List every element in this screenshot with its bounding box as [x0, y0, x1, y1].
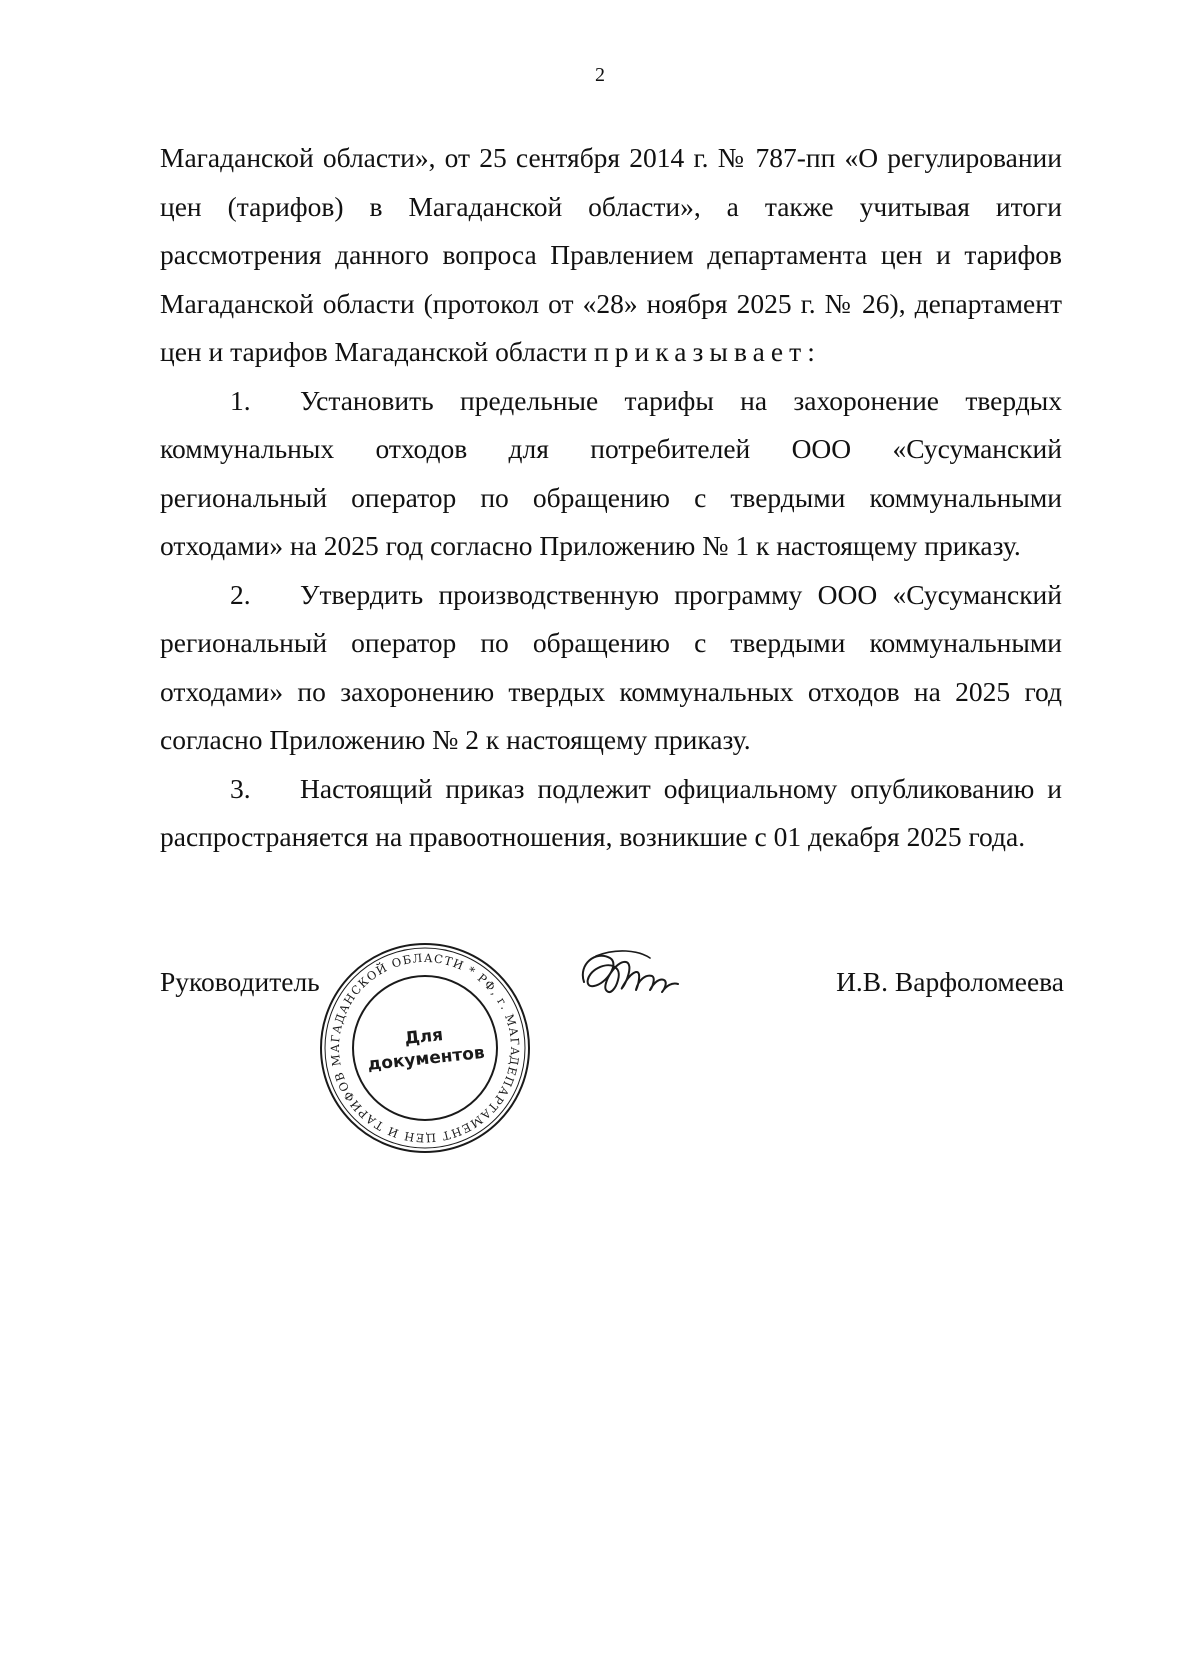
intro-paragraph: [160, 134, 1062, 377]
signer-position: Руководитель: [160, 966, 320, 997]
page-number: 2: [595, 64, 605, 86]
clause-number: 2.: [230, 578, 251, 610]
clause-number: 3.: [230, 772, 251, 804]
clause-text: Установить предельные тарифы на захоронение твердых коммунальных отходов для потребителей ООО «Сусуманский региональный оператор по обращению с твердыми коммунальными отходами» на 2025 год согласно Приложению № 1 к настоящему приказу.: [160, 384, 1062, 561]
stamp-center-line-1: Для: [403, 1025, 445, 1050]
signer-name: И.В. Варфоломеева: [836, 966, 1064, 997]
signature-stroke: [583, 956, 678, 992]
clause-text: Утвердить производственную программу ООО «Сусуманский региональный оператор по обращению с твердыми коммунальными отходами» по захоронению твердых коммунальных отходов на 2025 год согласно Приложению № 2 к настоящему приказу.: [160, 578, 1062, 755]
clause-number: 1.: [230, 384, 251, 416]
clause-2: [160, 571, 1062, 765]
stamp-outer-ring: [321, 944, 529, 1152]
handwritten-signature: [576, 944, 686, 1004]
clause-text: Настоящий приказ подлежит официальному опубликованию и распространяется на правоотношения, возникшие с 01 декабря 2025 года.: [160, 772, 1062, 852]
stamp-outer-ring-inner: [325, 948, 525, 1148]
order-colon: :: [807, 336, 815, 367]
order-word: приказывает: [593, 336, 808, 367]
official-stamp: [315, 938, 535, 1158]
signature-flourish: [596, 951, 650, 958]
stamp-center-line-2: документов: [366, 1042, 486, 1076]
intro-lead: Магаданской области», от 25 сентября 2014 г. № 787-пп «О регулировании цен (тарифов) в Магаданской области», а также учитывая итоги рассмотрения данного вопроса Правлением департамента цен и тарифов Магаданской области (протокол от «28» ноября 2025 г. № 26), департамент цен и тарифов Магаданской области: [160, 142, 1062, 367]
stamp-inner-ring: [353, 976, 497, 1120]
clause-1: [160, 377, 1062, 571]
stamp-ring-text: ДЕПАРТАМЕНТ ЦЕН И ТАРИФОВ МАГАДАНСКОЙ ОБЛАСТИ * РФ, г. МАГАДАН: [327, 950, 523, 1146]
clause-3: [160, 765, 1062, 862]
document-body: [160, 134, 1062, 862]
